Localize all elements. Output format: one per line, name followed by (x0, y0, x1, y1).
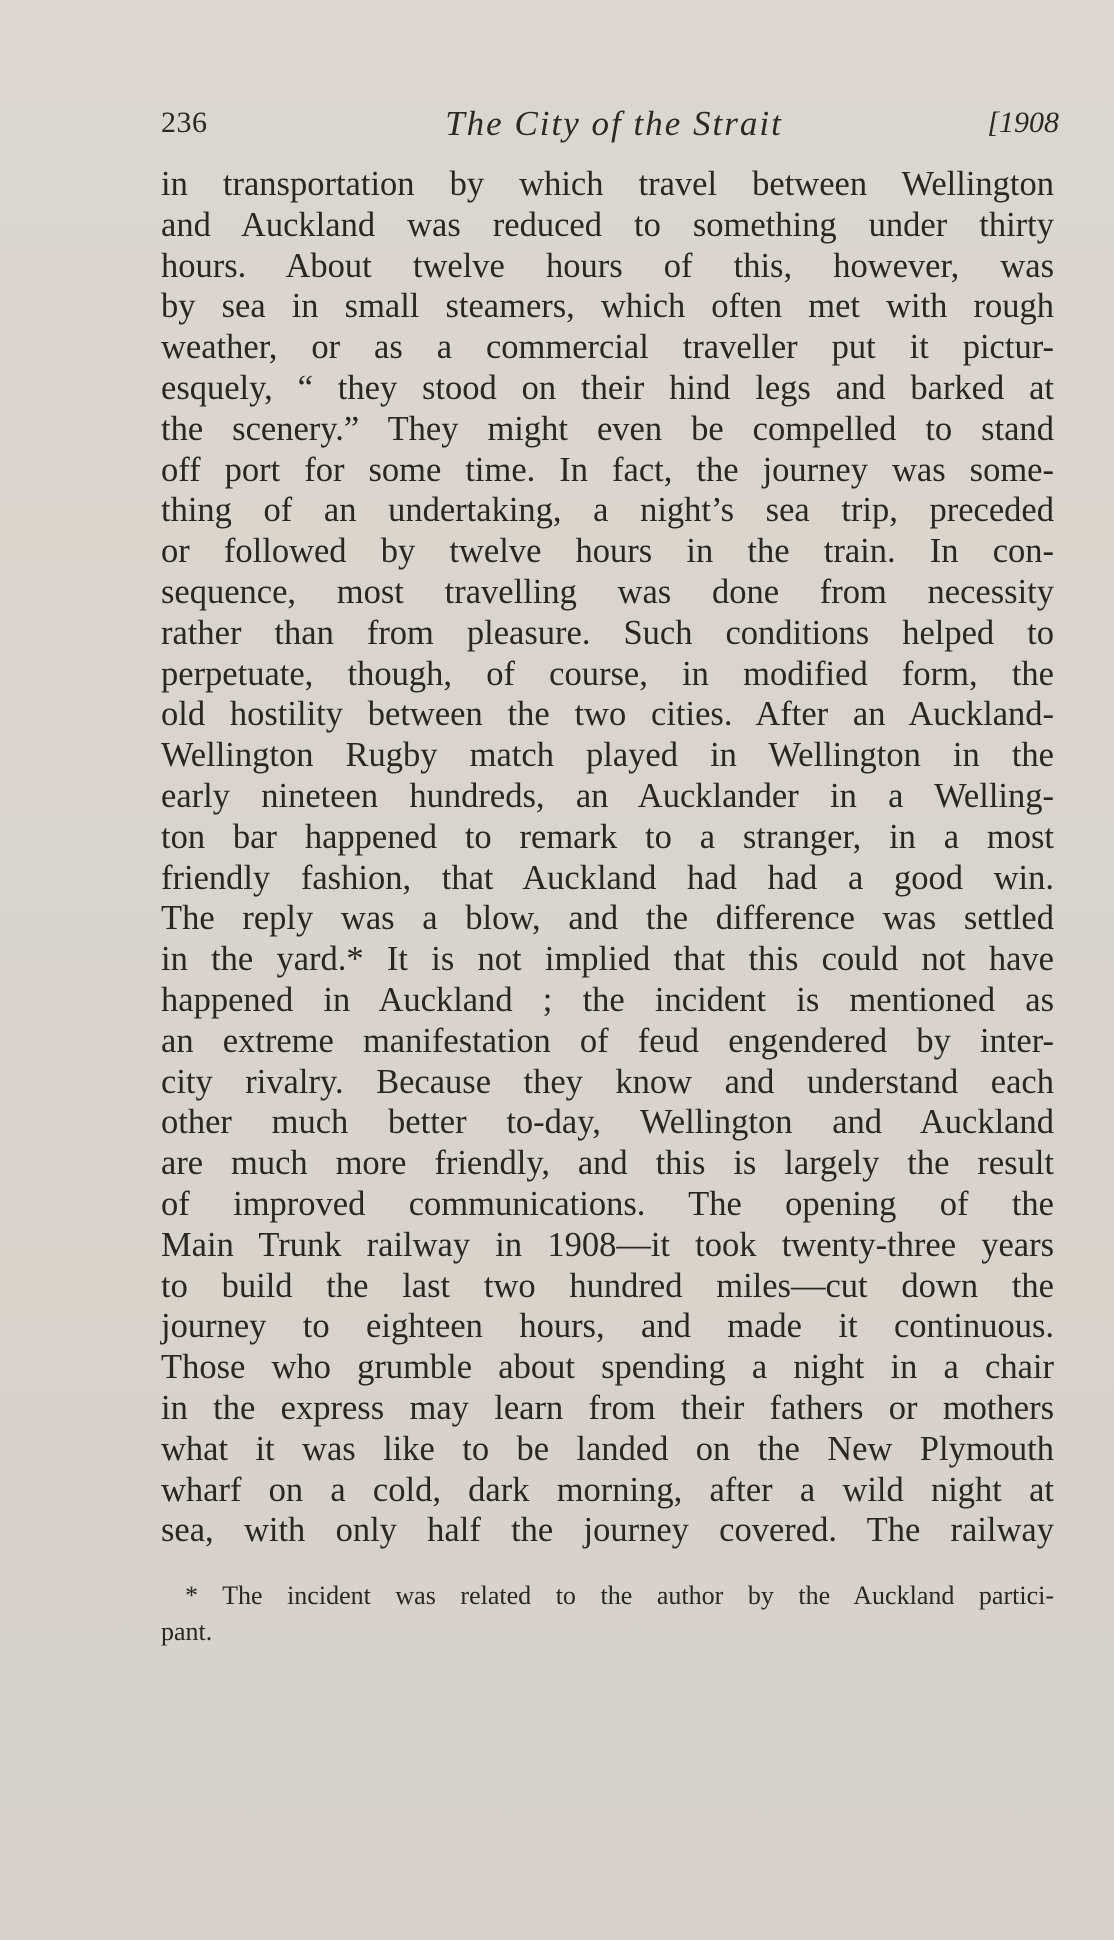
footnote-line: pant. (161, 1617, 213, 1646)
text-line: city rivalry. Because they know and understand each (161, 1062, 1054, 1101)
page-number: 236 (161, 106, 208, 139)
text-line: esquely, “ they stood on their hind legs and barked at (161, 368, 1054, 407)
text-line: journey to eighteen hours, and made it continuous. (161, 1307, 1054, 1346)
body-text (161, 164, 1054, 1551)
running-header (161, 104, 1061, 148)
text-line: the scenery.” They might even be compelled to stand (161, 409, 1054, 448)
text-line: The reply was a blow, and the difference was settled (161, 899, 1054, 938)
text-line: in transportation by which travel between Wellington (161, 165, 1054, 203)
text-line: rather than from pleasure. Such conditions helped to (161, 613, 1054, 652)
text-line: Those who grumble about spending a night in a chair (161, 1348, 1054, 1387)
text-line: in the express may learn from their fathers or mothers (161, 1388, 1054, 1427)
text-line: to build the last two hundred miles—cut down the (161, 1266, 1054, 1305)
text-line: and Auckland was reduced to something under thirty (161, 205, 1054, 244)
text-line: by sea in small steamers, which often met with rough (161, 287, 1054, 326)
text-line: are much more friendly, and this is largely the result (161, 1144, 1054, 1183)
text-line: perpetuate, though, of course, in modified form, the (161, 654, 1054, 693)
text-line: sequence, most travelling was done from necessity (161, 572, 1054, 611)
footnote-line: * The incident was related to the author by the Auckland partici- (185, 1581, 1054, 1610)
footnote (161, 1578, 1054, 1650)
book-title-text: The City of the Strait (445, 104, 783, 143)
text-line: in the yard.* It is not implied that this could not have (161, 940, 1054, 979)
text-line: early nineteen hundreds, an Aucklander in a Welling- (161, 776, 1054, 815)
text-line: what it was like to be landed on the New Plymouth (161, 1429, 1054, 1468)
text-line: weather, or as a commercial traveller put it pictur- (161, 328, 1054, 367)
text-line: of improved communications. The opening of the (161, 1184, 1054, 1223)
book-title (161, 104, 1061, 144)
text-line: other much better to-day, Wellington and Auckland (161, 1103, 1054, 1142)
text-line: friendly fashion, that Auckland had had a good win. (161, 858, 1054, 897)
text-line: old hostility between the two cities. After an Auckland- (161, 695, 1054, 734)
text-line: or followed by twelve hours in the train. In con- (161, 532, 1054, 571)
text-line: thing of an undertaking, a night’s sea trip, preceded (161, 491, 1054, 530)
text-line: an extreme manifestation of feud engendered by inter- (161, 1021, 1054, 1060)
text-line: happened in Auckland ; the incident is mentioned as (161, 980, 1054, 1019)
text-line: Wellington Rugby match played in Wellington in the (161, 736, 1054, 775)
text-line: ton bar happened to remark to a stranger, in a most (161, 817, 1054, 856)
text-line: wharf on a cold, dark morning, after a wild night at (161, 1470, 1054, 1509)
text-line: sea, with only half the journey covered. The railway (161, 1511, 1054, 1550)
text-line: hours. About twelve hours of this, however, was (161, 246, 1054, 285)
text-line: off port for some time. In fact, the journey was some- (161, 450, 1054, 489)
year-marker: [1908 (987, 106, 1059, 139)
text-line: Main Trunk railway in 1908—it took twenty-three years (161, 1225, 1054, 1264)
